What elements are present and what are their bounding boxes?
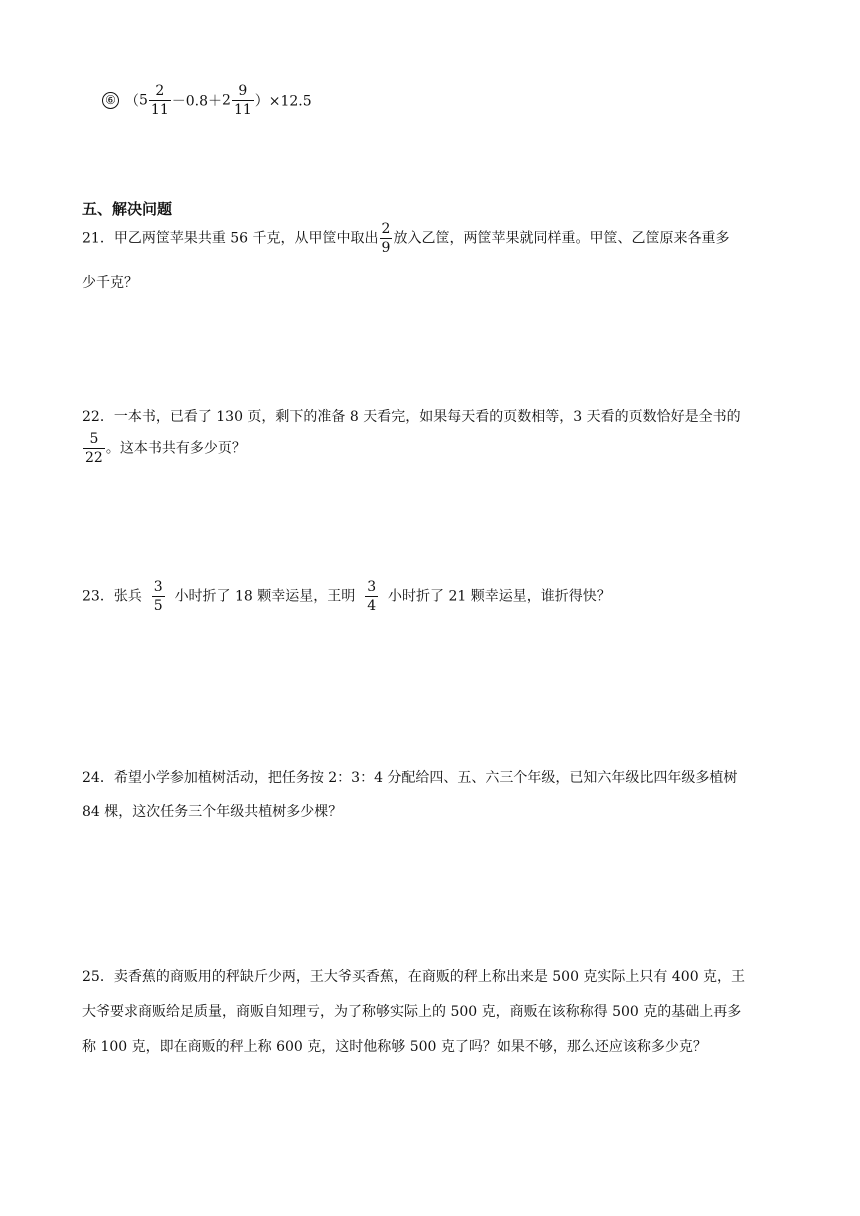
question-21-line-1: 21．甲乙两筐苹果共重 56 千克，从甲筐中取出 $\frac{2}{9}$ 放入乙筐，两筐苹果就同样重。甲筐、乙筐原来各重多 <box>82 221 730 256</box>
question-22-line-1: 22．一本书，已看了 130 页，剩下的准备 8 天看完，如果每天看的页数相等，3 天看的页数恰好是全书的 <box>82 409 741 425</box>
question-25-line-3: 称 100 克，即在商贩的秤上称 600 克，这时他称够 500 克了吗？如果不够，那么还应该称多少克？ <box>82 1039 707 1055</box>
fraction-2-11: $\frac{2}{11}$ <box>150 83 169 118</box>
expr-open-paren: （ <box>125 93 139 110</box>
expr-middle: －0.8＋ <box>171 93 223 110</box>
section-heading: 五、解决问题 <box>82 200 173 218</box>
expression-6 <box>102 84 312 117</box>
mixed-number-whole-1: 5 <box>139 92 148 109</box>
fraction-5-22: $\frac{5}{22}$ <box>85 431 103 466</box>
question-21-line-2: 少千克？ <box>82 275 138 291</box>
expr-close: ）×12.5 <box>254 93 312 110</box>
fraction-3-4: $\frac{3}{4}$ <box>367 579 377 614</box>
mixed-number-whole-2: 2 <box>222 92 231 109</box>
fraction-9-11: $\frac{9}{11}$ <box>233 83 252 118</box>
question-25-line-1: 25．卖香蕉的商贩用的秤缺斤少两，王大爷买香蕉，在商贩的秤上称出来是 500 克实际上只有 400 克，王 <box>82 969 746 985</box>
question-25-line-2: 大爷要求商贩给足质量，商贩自知理亏，为了称够实际上的 500 克，商贩在该称称得 500 克的基础上再多 <box>82 1004 742 1020</box>
question-24-line-1: 24．希望小学参加植树活动，把任务按 2：3：4 分配给四、五、六三个年级，已知六年级比四年级多植树 <box>82 770 738 786</box>
question-24-line-2: 84 棵，这次任务三个年级共植树多少棵？ <box>82 804 343 820</box>
fraction-2-9: $\frac{2}{9}$ <box>381 221 391 256</box>
circled-number-6: ⑥ <box>102 92 119 109</box>
question-22-line-2: $\frac{5}{22}$ 。这本书共有多少页？ <box>85 431 246 466</box>
question-23: 23．张兵 $\frac{3}{5}$ 小时折了 18 颗幸运星，王明 $\frac{3}{4}$ 小时折了 21 颗幸运星，谁折得快？ <box>82 579 611 614</box>
fraction-3-5: $\frac{3}{5}$ <box>153 579 163 614</box>
